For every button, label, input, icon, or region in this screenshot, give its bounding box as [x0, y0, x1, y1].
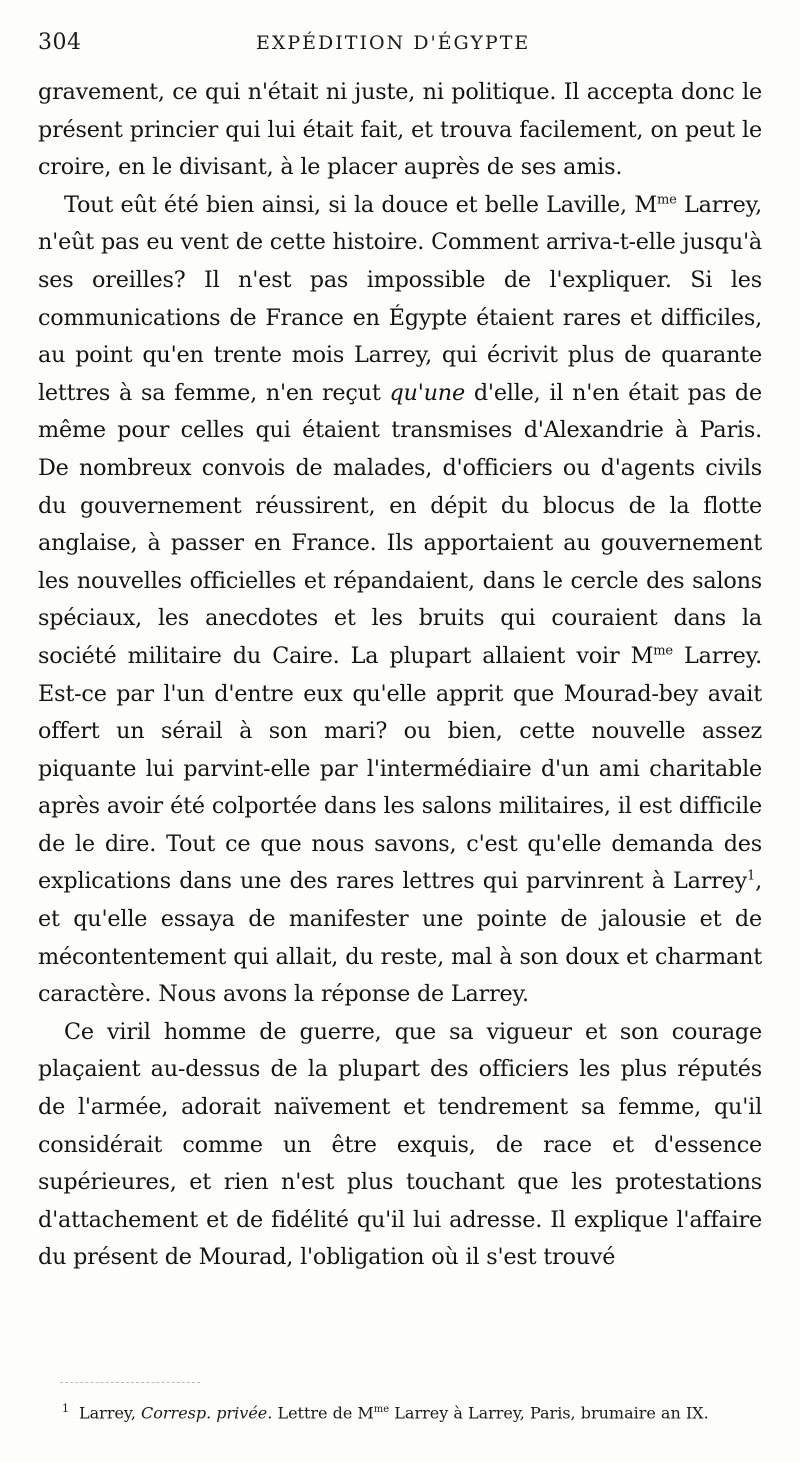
paragraph-2-part-c: d'elle, il n'en était pas de même pour celles qui étaient transmises d'Alexandrie à Paris. De nombreux convois de malades, d'officiers ou d'agents civils du gouvernement réussirent, en dépit du blocus de la flotte anglaise, à passer en France. Ils apportaient au gouvernement les nouvelles officielles et répandaient, dans le cercle des salons spéciaux, les anecdotes et les bruits qui couraient dans la société militaire du Caire. La plupart allaient voir M [38, 379, 762, 669]
footnote-text-b: Larrey à Larrey, Paris, brumaire an IX. [389, 1403, 709, 1423]
paragraph-2-part-e: , et qu'elle essaya de manifester une pointe de jalousie et de mécontentement qui allait, du reste, mal à son doux et charmant caractère. Nous avons la réponse de Larrey. [38, 868, 762, 1008]
paragraph-2-part-d: Larrey. Est-ce par l'un d'entre eux qu'elle apprit que Mourad-bey avait offert un sérail à son mari? ou bien, cette nouvelle assez piquante lui parvint-elle par l'intermédiaire d'un ami charitable après avoir été colportée dans les salons militaires, il est difficile de le dire. Tout ce que nous savons, c'est qu'elle demanda des explications dans une des rares lettres qui parvinrent à Larrey [38, 642, 762, 895]
paragraph-1: gravement, ce qui n'était ni juste, ni politique. Il accepta donc le présent princier qui lui était fait, et trouva facilement, on peut le croire, en le divisant, à le placer auprès de ses amis. [38, 79, 762, 181]
italic-emphasis: qu'une [389, 379, 465, 406]
footnote-author: Larrey, [79, 1403, 142, 1423]
running-title: EXPÉDITION D'ÉGYPTE [256, 32, 531, 54]
madame-abbreviation: me [373, 1404, 390, 1415]
page-number: 304 [38, 30, 82, 55]
body-text [38, 74, 762, 1277]
footnote-text-a: Lettre de M [272, 1403, 374, 1423]
paragraph-3: Ce viril homme de guerre, que sa vigueur et son courage plaçaient au-dessus de la plupart des officiers les plus réputés de l'armée, adorait naïvement et tendrement sa femme, qu'il considérait comme un être exquis, de race et d'essence supérieures, et rien n'est plus touchant que les protestations d'attachement et de fidélité qu'il lui adresse. Il explique l'affaire du présent de Mourad, l'obligation où il s'est trouvé [38, 1018, 762, 1271]
madame-abbreviation: me [656, 192, 677, 208]
footnote-mark: 1 [62, 1402, 69, 1415]
page-header [38, 30, 768, 60]
paragraph-2-part-a: Tout eût été bien ainsi, si la douce et belle Laville, M [64, 191, 657, 218]
madame-abbreviation: me [653, 643, 673, 659]
footnote-reference: 1 [747, 869, 756, 885]
paragraph-2-part-b: Larrey, n'eût pas eu vent de cette histoire. Comment arriva-t-elle jusqu'à ses oreilles? Il n'est pas impossible de l'expliquer. Si les communications de France en Égypte étaient rares et difficiles, au point qu'en trente mois Larrey, qui écrivit plus de quarante lettres à sa femme, n'en reçut [38, 191, 762, 406]
paragraph-2 [38, 187, 762, 1014]
footnote-source: Corresp. privée. [141, 1403, 273, 1423]
footnote-divider [60, 1382, 200, 1383]
footnote [62, 1398, 772, 1424]
